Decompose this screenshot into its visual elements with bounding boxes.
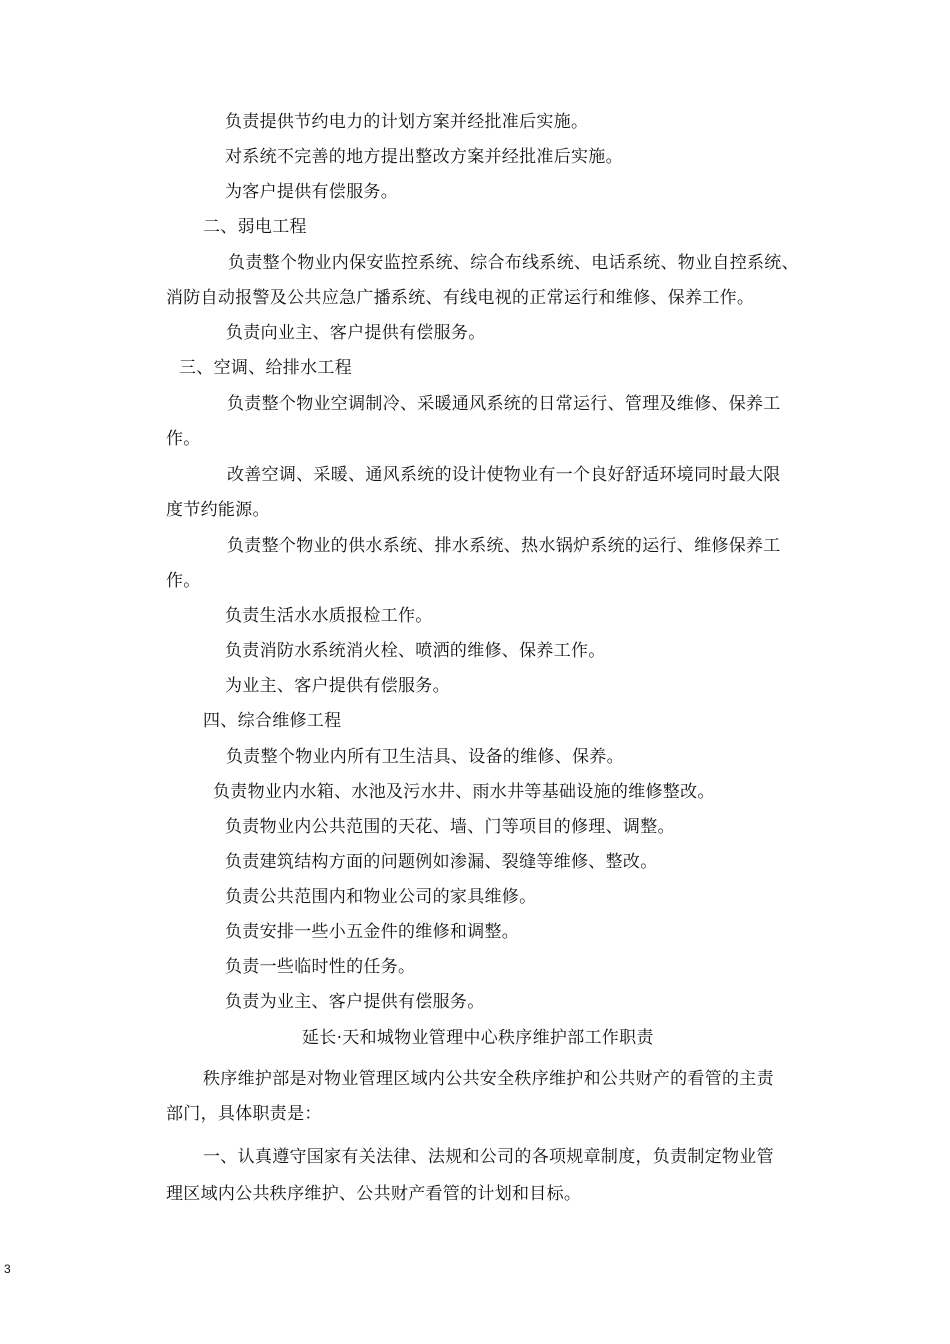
section-title: 延长·天和城物业管理中心秩序维护部工作职责 bbox=[302, 1028, 654, 1048]
text-line: 部门，具体职责是： bbox=[166, 1104, 322, 1124]
text-line: 负责物业内水箱、水池及污水井、雨水井等基础设施的维修整改。 bbox=[213, 782, 715, 802]
section-heading: 四、综合维修工程 bbox=[203, 711, 342, 731]
text-line: 负责提供节约电力的计划方案并经批准后实施。 bbox=[225, 112, 589, 132]
text-line: 为业主、客户提供有偿服务。 bbox=[225, 676, 450, 696]
text-line: 负责建筑结构方面的问题例如渗漏、裂缝等维修、整改。 bbox=[225, 852, 658, 872]
text-line: 负责整个物业的供水系统、排水系统、热水锅炉系统的运行、维修保养工 bbox=[227, 536, 781, 556]
text-line: 负责安排一些小五金件的维修和调整。 bbox=[225, 922, 520, 942]
text-line: 负责整个物业空调制冷、采暖通风系统的日常运行、管理及维修、保养工 bbox=[227, 394, 781, 414]
text-line: 负责公共范围内和物业公司的家具维修。 bbox=[225, 887, 537, 907]
text-line: 作。 bbox=[166, 429, 201, 449]
text-line: 负责生活水水质报检工作。 bbox=[225, 606, 433, 626]
text-line: 负责整个物业内所有卫生洁具、设备的维修、保养。 bbox=[226, 747, 624, 767]
text-line: 负责整个物业内保安监控系统、综合布线系统、电话系统、物业自控系统、 bbox=[228, 253, 799, 273]
page-number: 3 bbox=[4, 1262, 11, 1276]
text-line: 对系统不完善的地方提出整改方案并经批准后实施。 bbox=[225, 147, 623, 167]
text-line: 为客户提供有偿服务。 bbox=[225, 182, 398, 202]
text-line: 消防自动报警及公共应急广播系统、有线电视的正常运行和维修、保养工作。 bbox=[166, 288, 755, 308]
text-line: 一、认真遵守国家有关法律、法规和公司的各项规章制度，负责制定物业管 bbox=[203, 1147, 774, 1167]
text-line: 理区域内公共秩序维护、公共财产看管的计划和目标。 bbox=[166, 1184, 582, 1204]
text-line: 负责一些临时性的任务。 bbox=[225, 957, 416, 977]
text-line: 负责物业内公共范围的天花、墙、门等项目的修理、调整。 bbox=[225, 817, 675, 837]
text-line: 负责消防水系统消火栓、喷洒的维修、保养工作。 bbox=[225, 641, 606, 661]
text-line: 改善空调、采暖、通风系统的设计使物业有一个良好舒适环境同时最大限 bbox=[227, 465, 781, 485]
text-line: 作。 bbox=[166, 571, 201, 591]
text-line: 度节约能源。 bbox=[166, 500, 270, 520]
section-heading: 三、空调、给排水工程 bbox=[179, 358, 352, 378]
section-heading: 二、弱电工程 bbox=[203, 217, 307, 237]
text-line: 负责为业主、客户提供有偿服务。 bbox=[225, 992, 485, 1012]
text-line: 负责向业主、客户提供有偿服务。 bbox=[226, 323, 486, 343]
text-line: 秩序维护部是对物业管理区域内公共安全秩序维护和公共财产的看管的主责 bbox=[203, 1069, 774, 1089]
